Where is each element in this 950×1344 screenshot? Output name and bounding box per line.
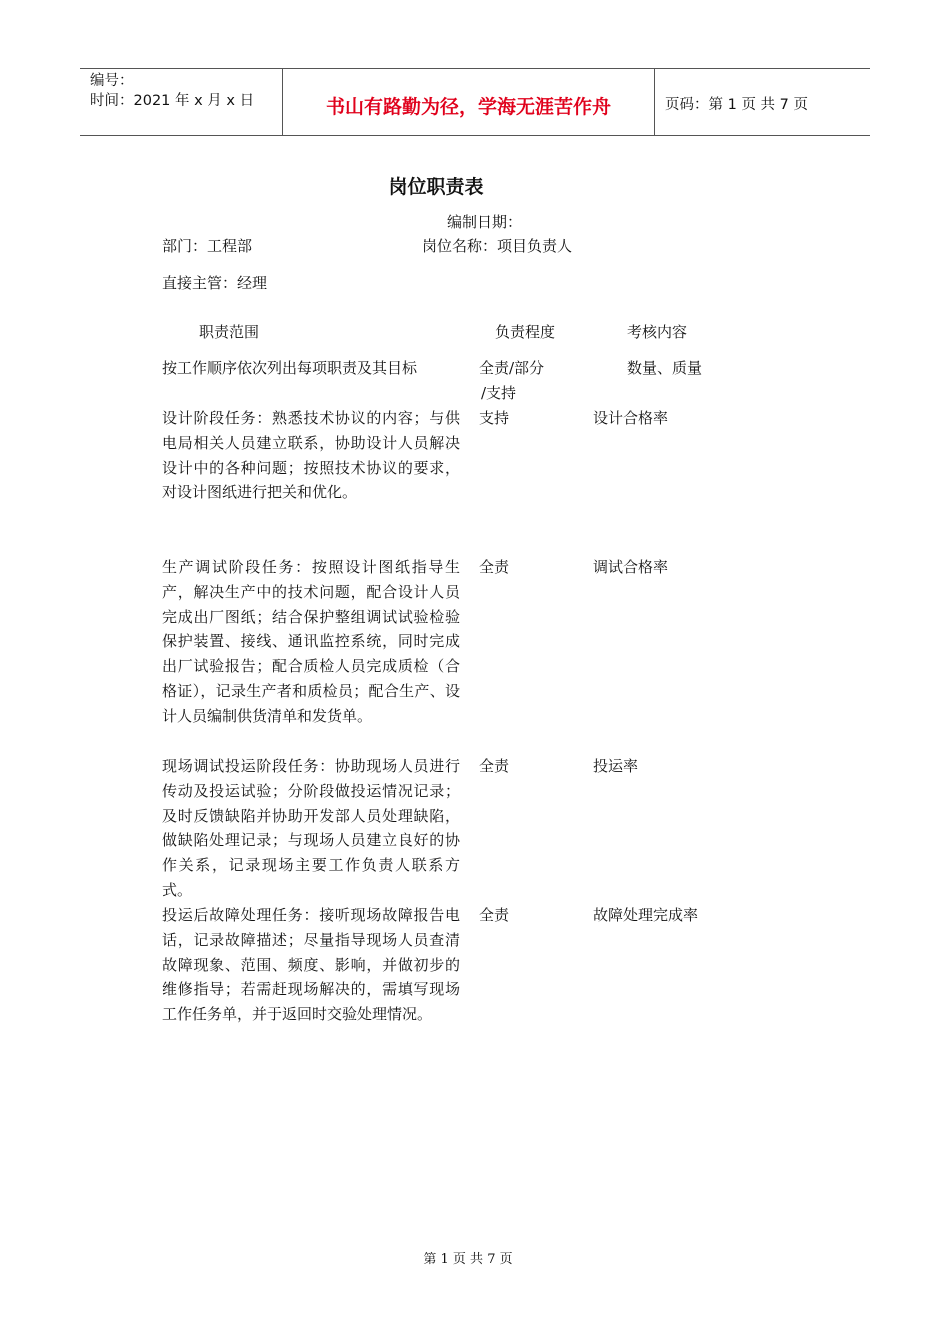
intro-degree-line-2: /支持 (481, 384, 517, 402)
department: 部门：工程部 (162, 237, 253, 255)
duty-assess-commissioning: 投运率 (593, 757, 639, 775)
page-header (80, 68, 870, 136)
document-title (0, 172, 870, 199)
intro-scope: 按工作顺序依次列出每项职责及其目标 (162, 359, 418, 377)
duty-degree-production: 全责 (479, 558, 510, 576)
col-header-degree: 负责程度 (495, 323, 556, 341)
duty-assess-production: 调试合格率 (593, 558, 669, 576)
page-label: 页码：第 1 页 共 7 页 (665, 97, 808, 113)
duty-assess-fault-handling: 故障处理完成率 (593, 906, 699, 924)
footer-page-number: 第 1 页 共 7 页 (423, 1252, 513, 1267)
col-header-scope: 职责范围 (199, 323, 260, 341)
duty-scope-commissioning: 现场调试投运阶段任务：协助现场人员进行传动及投运试验；分阶段做投运情况记录；及时反馈缺陷并协助开发部人员处理缺陷，做缺陷处理记录；与现场人员建立良好的协作关系，记录现场主要工作负责人联系方式。 (162, 757, 460, 899)
intro-assess: 数量、质量 (627, 359, 703, 377)
page-footer (0, 1248, 950, 1267)
intro-degree-line-1: 全责/部分 (479, 359, 545, 377)
duty-scope-production: 生产调试阶段任务：按照设计图纸指导生产，解决生产中的技术问题，配合设计人员完成出厂图纸；结合保护整组调试试验检验保护装置、接线、通讯监控系统，同时完成出厂试验报告；配合质检人员完成质检（合格证），记录生产者和质检员；配合生产、设计人员编制供货清单和发货单。 (162, 558, 460, 725)
duty-degree-design: 支持 (479, 409, 510, 427)
duty-degree-fault-handling: 全责 (479, 906, 510, 924)
document-title-text: 岗位职责表 (388, 176, 484, 198)
duty-scope-design: 设计阶段任务：熟悉技术协议的内容；与供电局相关人员建立联系，协助设计人员解决设计中的各种问题；按照技术协议的要求，对设计图纸进行把关和优化。 (162, 409, 460, 502)
direct-supervisor: 直接主管：经理 (162, 274, 268, 292)
duty-assess-design: 设计合格率 (593, 409, 669, 427)
position-name: 岗位名称：项目负责人 (422, 237, 573, 255)
compile-date: 编制日期： (447, 213, 523, 231)
duty-degree-commissioning: 全责 (479, 757, 510, 775)
time-label: 时间：2021 年 x 月 x 日 (90, 93, 255, 109)
header-left-cell (80, 69, 282, 135)
number-label: 编号： (90, 73, 134, 89)
duty-scope-fault-handling: 投运后故障处理任务：接听现场故障报告电话，记录故障描述；尽量指导现场人员查清故障现象、范围、频度、影响，并做初步的维修指导；若需赶现场解决的，需填写现场工作任务单，并于返回时交验处理情况。 (162, 906, 460, 1024)
motto: 书山有路勤为径，学海无涯苦作舟 (282, 69, 655, 135)
col-header-assess: 考核内容 (627, 323, 688, 341)
